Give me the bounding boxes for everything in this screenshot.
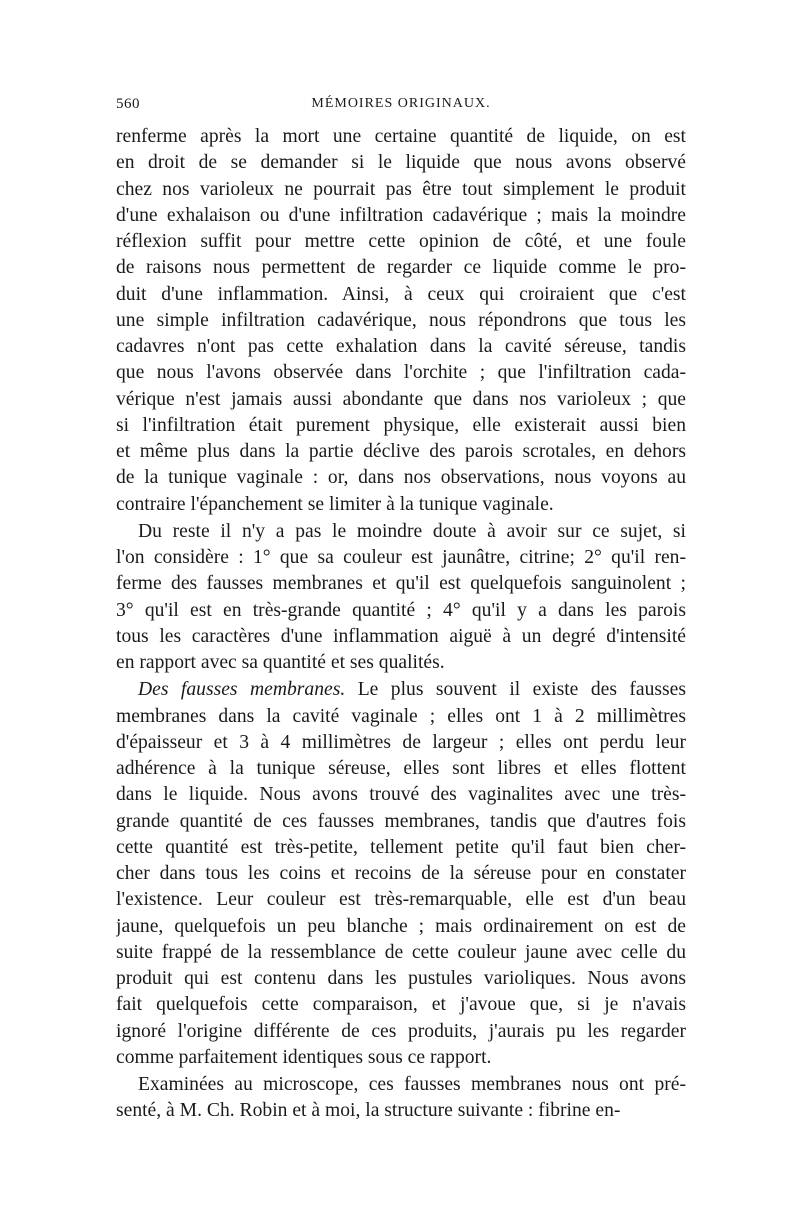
text-line: vérique n'est jamais aussi abondante que dans nos varioleux ; que: [116, 388, 686, 410]
text-line: ferme des fausses membranes et qu'il est quelquefois sanguinolent ;: [116, 573, 686, 595]
text-line: chez nos varioleux ne pourrait pas être tout simplement le produit: [116, 178, 686, 200]
running-head: [116, 96, 686, 124]
text-line: renferme après la mort une certaine quantité de liquide, on est: [116, 126, 686, 147]
text-line: duit d'une inflammation. Ainsi, à ceux qui croiraient que c'est: [116, 283, 686, 305]
text-line: suite frappé de la ressemblance de cette couleur jaune avec celle du: [116, 941, 686, 963]
text-line: jaune, quelquefois un peu blanche ; mais ordinairement on est de: [116, 915, 686, 937]
text-line: en rapport avec sa quantité et ses qualités.: [116, 652, 445, 673]
text-line: cher dans tous les coins et recoins de la séreuse pour en constater: [116, 863, 686, 884]
text-line: cette quantité est très-petite, tellement petite qu'il faut bien cher-: [116, 836, 686, 858]
text-line: une simple infiltration cadavérique, nous répondrons que tous les: [116, 309, 686, 331]
text-line: que nous l'avons observée dans l'orchite ; que l'infiltration cada-: [116, 362, 686, 384]
text-line: Des fausses membranes. Le plus souvent il existe des fausses: [138, 679, 686, 701]
text-line: tous les caractères d'une inflammation aiguë à un degré d'intensité: [116, 625, 686, 647]
text-line: d'une exhalaison ou d'une infiltration cadavérique ; mais la moindre: [116, 204, 686, 226]
text-line: l'existence. Leur couleur est très-remarquable, elle est d'un beau: [116, 889, 686, 911]
text-line: contraire l'épanchement se limiter à la tunique vaginale.: [116, 493, 554, 515]
text-line: ignoré l'origine différente de ces produits, j'aurais pu les regarder: [116, 1020, 686, 1042]
text-line: l'on considère : 1° que sa couleur est jaunâtre, citrine; 2° qu'il ren-: [116, 547, 686, 568]
text-line: fait quelquefois cette comparaison, et j'avoue que, si je n'avais: [116, 994, 686, 1016]
text-line: d'épaisseur et 3 à 4 millimètres de largeur ; elles ont perdu leur: [116, 731, 686, 753]
paragraph: [116, 677, 686, 1071]
text-line: senté, à M. Ch. Robin et à moi, la structure suivante : fibrine en-: [116, 1100, 621, 1122]
section-heading: Des fausses membranes.: [138, 679, 346, 701]
paragraph: [116, 519, 686, 677]
text-line: de raisons nous permettent de regarder ce liquide comme le pro-: [116, 257, 686, 279]
page: [116, 96, 686, 1126]
text-line: dans le liquide. Nous avons trouvé des vaginalites avec une très-: [116, 784, 686, 806]
paragraph: [116, 1072, 686, 1125]
text-line: Du reste il n'y a pas le moindre doute à avoir sur ce sujet, si: [138, 520, 686, 542]
text-line: 3° qu'il est en très-grande quantité ; 4° qu'il y a dans les parois: [116, 599, 686, 621]
text-line: et même plus dans la partie déclive des parois scrotales, en dehors: [116, 441, 686, 462]
paragraph: [116, 124, 686, 518]
text-line: adhérence à la tunique séreuse, elles sont libres et elles flottent: [116, 758, 686, 779]
text-line: produit qui est contenu dans les pustules varioliques. Nous avons: [116, 968, 686, 989]
running-title: MÉMOIRES ORIGINAUX.: [311, 96, 491, 111]
text-line: réflexion suffit pour mettre cette opinion de côté, et une foule: [116, 231, 686, 252]
text-line: en droit de se demander si le liquide que nous avons observé: [116, 152, 686, 174]
page-number: 560: [116, 96, 140, 112]
body-text: [116, 124, 686, 1125]
text-line: Examinées au microscope, ces fausses membranes nous ont pré-: [138, 1074, 686, 1095]
text-line: cadavres n'ont pas cette exhalation dans la cavité séreuse, tandis: [116, 336, 686, 357]
text-line: grande quantité de ces fausses membranes, tandis que d'autres fois: [116, 810, 686, 832]
text-line: si l'infiltration était purement physique, elle existerait aussi bien: [116, 414, 686, 436]
text-line: comme parfaitement identiques sous ce rapport.: [116, 1046, 492, 1068]
text-line: membranes dans la cavité vaginale ; elles ont 1 à 2 millimètres: [116, 705, 686, 727]
text-line: de la tunique vaginale : or, dans nos observations, nous voyons au: [116, 467, 686, 489]
